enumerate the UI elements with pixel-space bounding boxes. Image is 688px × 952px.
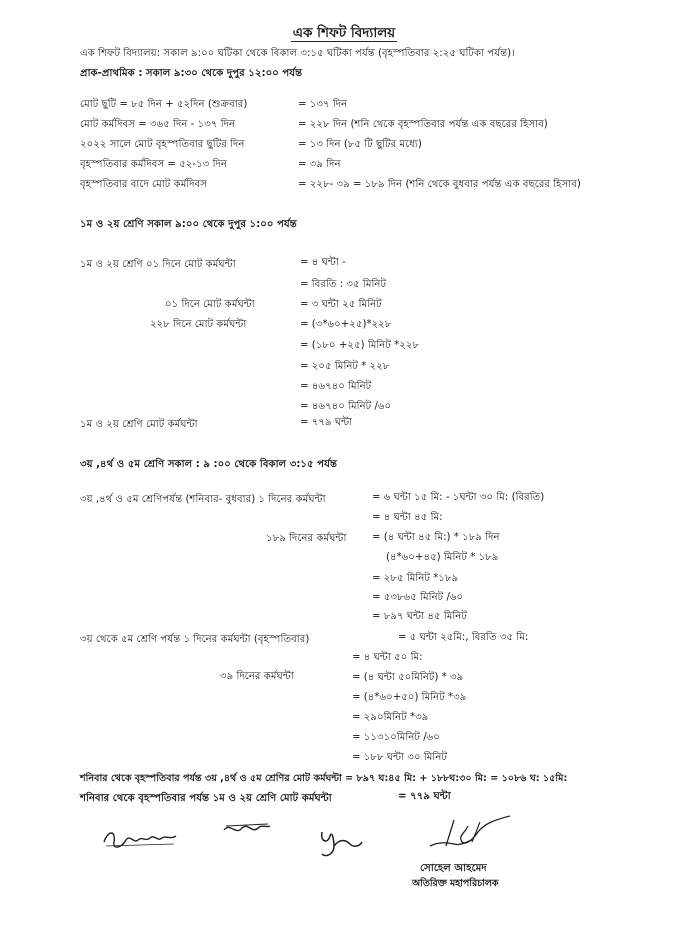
section1-total-value: = ৭৭৯ ঘন্টা bbox=[300, 417, 353, 428]
section2-thu-label: ৩য় থেকে ৫ম শ্রেণি পর্যন্ত ১ দিনের কর্মঘন্টা (বৃহস্পতিবার) bbox=[80, 634, 310, 645]
summary-right-5: = ২২৮- ৩৯ = ১৮৯ দিন (শনি থেকে বুধবার পর্যন্ত এক বছরের হিসাব) bbox=[298, 179, 581, 190]
section2-step-1: (৪*৬০+৪৫) মিনিট * ১৮৯ bbox=[386, 552, 499, 563]
signature-3-mark bbox=[316, 826, 364, 862]
summary-left-3: ২০২২ সালে মোট বৃহস্পতিবার ছুটির দিন bbox=[80, 139, 245, 150]
section1-row3-label: ০১ দিনে মোট কর্মঘন্টা bbox=[165, 299, 255, 310]
summary-left-2: মোট কর্মদিবস = ৩৬৫ দিন - ১৩৭ দিন bbox=[80, 119, 236, 130]
header-line-1: এক শিফট বিদ্যালয়: সকাল ৯:০০ ঘটিকা থেকে বিকাল ৩:১৫ ঘটিকা পর্যন্ত (বৃহস্পতিবার ২:২৫ ঘটিকা পর্যন্ত)। bbox=[80, 48, 515, 59]
totals-line-2-value: = ৭৭৯ ঘন্টা bbox=[398, 791, 451, 802]
section2-step-3: = ৫৩৮৬৫ মিনিট /৬০ bbox=[372, 592, 464, 603]
section2-step-2: = ২৮৫ মিনিট *১৮৯ bbox=[372, 573, 459, 584]
section2-thu-step-4: = ১১৩১০মিনিট /৬০ bbox=[352, 732, 440, 743]
section1-step-4: = ৪৬৭৪০ মিনিট bbox=[300, 381, 372, 392]
signature-2-mark bbox=[222, 818, 272, 842]
totals-line-1: শনিবার থেকে বৃহস্পতিবার পর্যন্ত ৩য় ,৪র্থ ও ৫ম শ্রেণির মোট কর্মঘন্টা = ৮৯৭ ঘ:৪৫ মি: + ১৮৮ঘ:৩০ মি: = ১০৮৬ ঘ: ১৫মি: bbox=[80, 773, 568, 784]
section2-thu-step-1: = (৪ ঘন্টা ৫০মিনিট) * ৩৯ bbox=[352, 672, 464, 683]
document-title: এক শিফট বিদ্যালয় bbox=[292, 25, 396, 41]
section2-thu-step-3: = ২৯০মিনিট *৩৯ bbox=[352, 712, 429, 723]
totals-line-2-label: শনিবার থেকে বৃহস্পতিবার পর্যন্ত ১ম ও ২য় শ্রেণি মোট কর্মঘন্টা bbox=[80, 793, 332, 804]
section1-total-label: ১ম ও ২য় শ্রেণি মোট কর্মঘন্টা bbox=[80, 419, 198, 430]
section1-row1-value: = ৪ ঘন্টা - bbox=[300, 257, 346, 268]
signatory-name: সোহেল আহমেদ bbox=[420, 863, 487, 874]
section2-thu-value: = ৫ ঘন্টা ২৫মি:, বিরতি ৩৫ মি: bbox=[398, 632, 529, 643]
section1-heading: ১ম ও ২য় শ্রেণি সকাল ৯:০০ থেকে দুপুর ১:০০ পর্যন্ত bbox=[80, 219, 297, 230]
section1-step-2: = (১৮০ +২৫) মিনিট *২২৮ bbox=[300, 340, 420, 351]
summary-right-4: = ৩৯ দিন bbox=[298, 159, 341, 170]
summary-right-3: = ১৩ দিন (৮৫ টি ছুটির মধ্যে) bbox=[298, 139, 422, 150]
section1-row4-label: ২২৮ দিনে মোট কর্মঘন্টা bbox=[150, 319, 247, 330]
section2-row1-value: = ৬ ঘন্টা ১৫ মি: - ১ঘন্টা ৩০ মি: (বিরতি) bbox=[372, 492, 545, 503]
section2-thu39-label: ৩৯ দিনের কর্মঘন্টা bbox=[220, 671, 294, 682]
section1-step-1: = (৩*৬০+২৫)*২২৮ bbox=[300, 319, 392, 330]
signatory-designation: অতিরিক্ত মহাপরিচালক bbox=[412, 878, 499, 889]
section2-step-4: = ৮৯৭ ঘন্টা ৪৫ মিনিট bbox=[372, 611, 467, 622]
section2-thu-step-2: = (৪*৬০+৫০) মিনিট *৩৯ bbox=[352, 692, 467, 703]
header-line-2: প্রাক-প্রাথমিক : সকাল ৯:৩০ থেকে দুপুর ১২:০০ পর্যন্ত bbox=[80, 68, 303, 79]
section1-row1-label: ১ম ও ২য় শ্রেণি ০১ দিনে মোট কর্মঘন্টা bbox=[80, 259, 236, 270]
summary-left-5: বৃহস্পতিবার বাদে মোট কর্মদিবস bbox=[80, 179, 208, 190]
section1-row2-value: = বিরতি : ৩৫ মিনিট bbox=[300, 279, 387, 290]
signature-1-mark bbox=[100, 820, 180, 856]
section2-heading: ৩য় ,৪র্থ ও ৫ম শ্রেণি সকাল : ৯ :০০ থেকে বিকাল ৩:১৫ পর্যন্ত bbox=[80, 459, 337, 470]
section2-row3-value: = (৪ ঘন্টা ৪৫ মি:) * ১৮৯ দিন bbox=[372, 532, 500, 543]
summary-right-2: = ২২৮ দিন (শনি থেকে বৃহস্পতিবার পর্যন্ত এক বছরের হিসাব) bbox=[298, 119, 548, 130]
signature-4-mark bbox=[424, 812, 520, 852]
summary-left-1: মোট ছুটি = ৮৫ দিন + ৫২দিন (শুক্রবার) bbox=[80, 99, 248, 110]
section1-step-3: = ২০৫ মিনিট * ২২৮ bbox=[300, 361, 390, 372]
section2-thu-step-5: = ১৮৮ ঘন্টা ৩০ মিনিট bbox=[352, 752, 447, 763]
summary-right-1: = ১৩৭ দিন bbox=[298, 99, 348, 110]
section1-row3-value: = ৩ ঘন্টা ২৫ মিনিট bbox=[300, 299, 382, 310]
section2-row2-value: = ৪ ঘন্টা ৪৫ মি: bbox=[372, 512, 443, 523]
section2-thu-value-2: = ৪ ঘন্টা ৫০ মি: bbox=[352, 652, 423, 663]
section2-row3-label: ১৮৯ দিনের কর্মঘন্টা bbox=[266, 533, 347, 544]
section2-row1-label: ৩য় ,৪র্থ ও ৫ম শ্রেণিপর্যন্ত (শনিবার- বুধবার) ১ দিনের কর্মঘন্টা bbox=[80, 494, 326, 505]
section1-step-5: = ৪৬৭৪০ মিনিট /৬০ bbox=[300, 401, 392, 412]
summary-left-4: বৃহস্পতিবার কর্মদিবস = ৫২-১৩ দিন bbox=[80, 159, 227, 170]
